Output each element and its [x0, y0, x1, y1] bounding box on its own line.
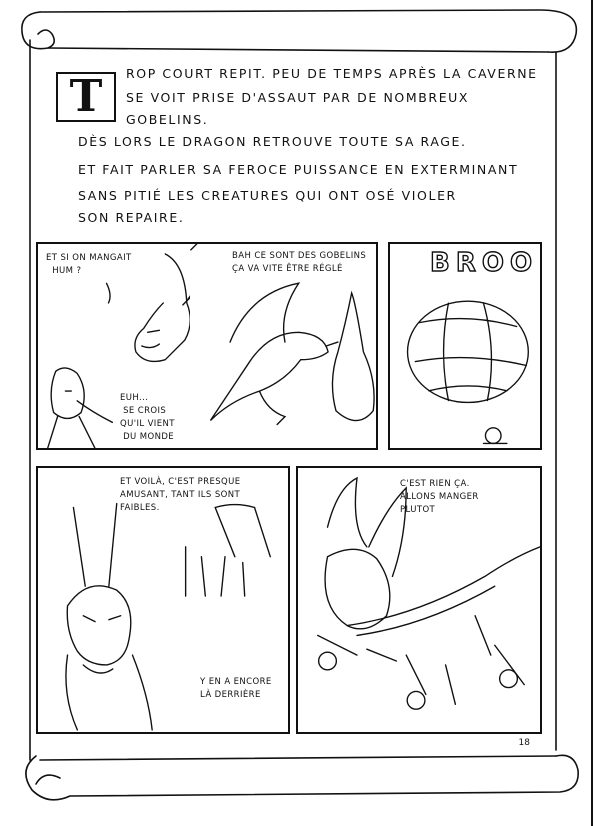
panel-3: [388, 242, 542, 450]
speech-bubble-dragon: ET VOILÀ, C'EST PRESQUE AMUSANT, TANT ILS SONT FAIBLES.: [120, 477, 241, 513]
speech-bubble-dragon: ET SI ON MANGAIT HUM ?: [46, 253, 132, 276]
speech-bubble-boy: EUH... SE CROIS QU'IL VIENT DU MONDE: [120, 393, 175, 442]
caption-line-2: SE VOIT PRISE D'ASSAUT PAR DE NOMBREUX: [126, 90, 470, 105]
caption-line-3: GOBELINS.: [126, 112, 209, 127]
speech-bubble-dragon: C'EST RIEN ÇA. ALLONS MANGER PLUTOT: [400, 479, 479, 515]
caption-line-4: DÈS LORS LE DRAGON RETROUVE TOUTE SA RAGE.: [78, 134, 467, 149]
panel-4: [36, 466, 290, 734]
speech-bubble-dragon: BAH CE SONT DES GOBELINS ÇA VA VITE ÊTRE RÉGLÉ: [232, 251, 367, 274]
caption-line-7: SON REPAIRE.: [78, 210, 185, 225]
caption-line-5: ET FAIT PARLER SA FEROCE PUISSANCE EN EXTERMINANT: [78, 162, 519, 177]
speech-bubble-dragon-2: Y EN A ENCORE LÀ DERRIÈRE: [200, 677, 272, 700]
page-number: 18: [518, 738, 530, 748]
panel-2: [190, 242, 378, 450]
panel-5: [296, 466, 542, 734]
drop-cap-letter: T: [56, 72, 116, 122]
caption-line-1: ROP COURT REPIT. PEU DE TEMPS APRÈS LA CAVERNE: [126, 66, 538, 81]
sound-effect: BROO: [430, 248, 539, 278]
caption-line-6: SANS PITIÉ LES CREATURES QUI ONT OSÉ VIOLER: [78, 188, 457, 203]
